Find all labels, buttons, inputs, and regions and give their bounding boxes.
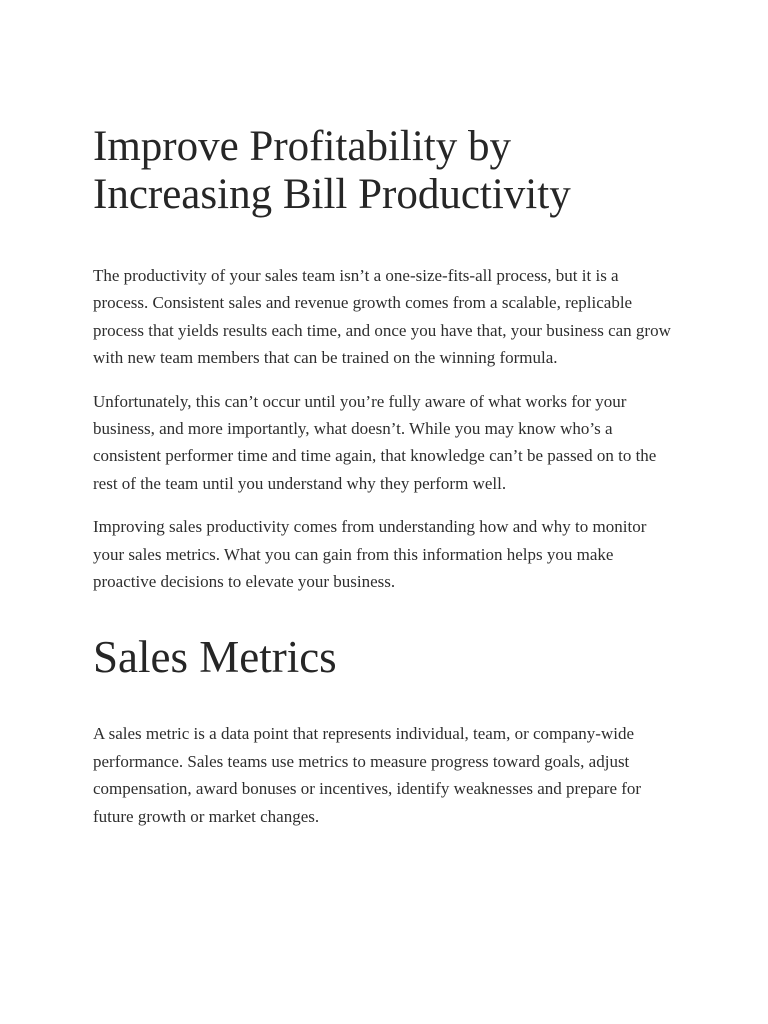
document-page bbox=[93, 123, 675, 846]
intro-paragraph-3: Improving sales productivity comes from understanding how and why to monitor your sales metrics. What you can gain from this information helps you make proactive decisions to elevate your business. bbox=[93, 517, 647, 592]
intro-paragraph-1: The productivity of your sales team isn’t a one-size-fits-all process, but it is a process. Consistent sales and revenue growth comes from a scalable, replicable process that yields results each time, and once you have that, your business can grow with new team members that can be trained on the winning formula. bbox=[93, 266, 671, 368]
intro-paragraph-2: Unfortunately, this can’t occur until you’re fully aware of what works for your business, and more importantly, what doesn’t. While you may know who’s a consistent performer time and time again, that knowledge can’t be passed on to the rest of the team until you understand why they perform well. bbox=[93, 391, 657, 493]
article-title: Improve Profitability by Increasing Bill Productivity bbox=[93, 123, 571, 218]
sales-metrics-paragraph-1: A sales metric is a data point that represents individual, team, or company-wide performance. Sales teams use metrics to measure progress toward goals, adjust compensation, award bonuses or incentives, identify weaknesses and prepare for future growth or market changes. bbox=[93, 724, 642, 826]
section-heading-sales-metrics: Sales Metrics bbox=[93, 632, 337, 683]
